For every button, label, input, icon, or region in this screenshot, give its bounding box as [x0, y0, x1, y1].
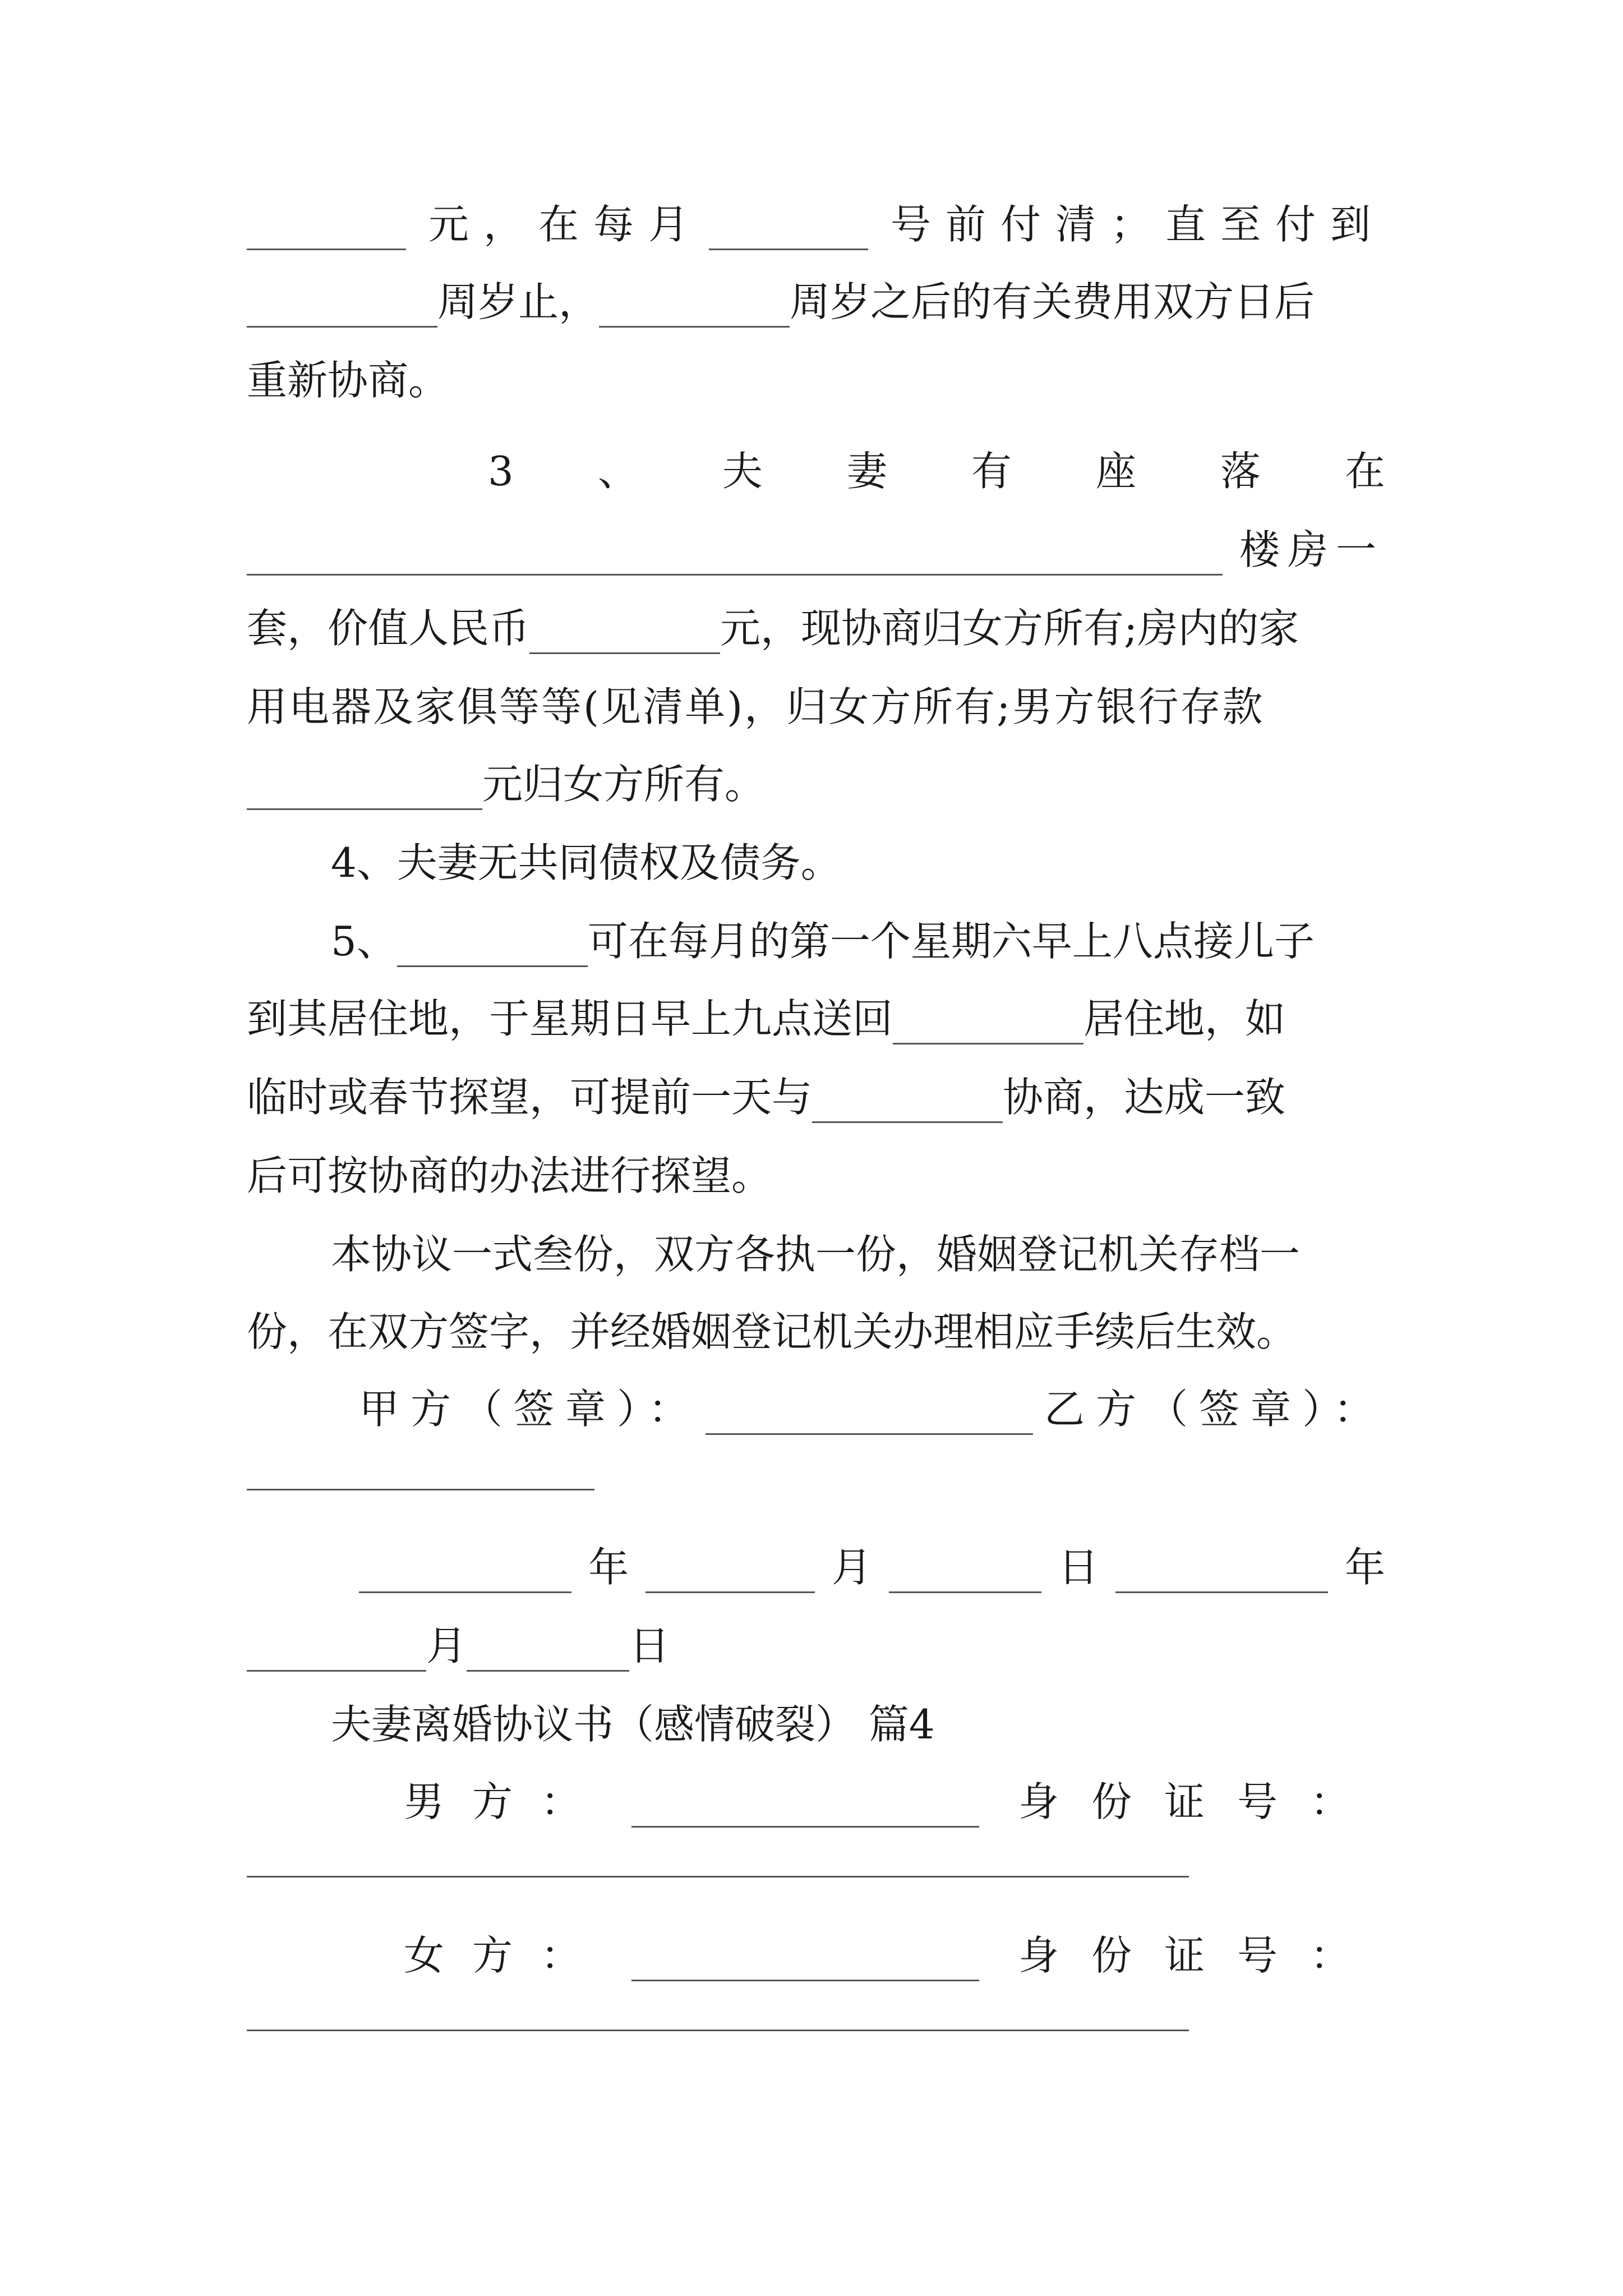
text-segment: 元归女方所有。 — [482, 761, 766, 808]
text-char: 有 — [971, 448, 1012, 495]
text-segment: 后可按协商的办法进行探望。 — [247, 1152, 772, 1199]
party-b-signature-blank[interactable] — [247, 1489, 594, 1490]
appliances-line — [247, 673, 1385, 740]
property-value-line — [247, 595, 1385, 662]
section-title: 夫妻离婚协议书（感情破裂） 篇4 — [331, 1701, 935, 1748]
party-a-signature-label: 甲方（签章）： — [359, 1386, 700, 1433]
residence-blank[interactable] — [893, 996, 1083, 1045]
signature-line — [359, 1375, 1385, 1443]
male-label: 男方： — [404, 1778, 610, 1825]
copies-line-1 — [331, 1221, 1385, 1288]
text-char: 落 — [1220, 448, 1261, 495]
text-segment: 元，在每月 — [428, 201, 703, 248]
text-segment: 周岁止， — [437, 278, 600, 325]
day-blank[interactable] — [889, 1544, 1041, 1593]
day-label: 日 — [1058, 1544, 1099, 1591]
female-id-blank[interactable] — [247, 2030, 1189, 2031]
property-location-line — [247, 516, 1385, 583]
text-char: 夫 — [722, 448, 763, 495]
year-blank[interactable] — [359, 1544, 571, 1593]
location-blank[interactable] — [247, 527, 1223, 576]
text-char: 在 — [1344, 448, 1385, 495]
text-char: 妻 — [846, 448, 887, 495]
month-blank-2[interactable] — [247, 1623, 426, 1672]
male-party-line — [404, 1768, 1385, 1835]
clause-5-line-1 — [331, 908, 1385, 975]
age-blank-2[interactable] — [599, 279, 790, 328]
text-segment: 元，现协商归女方所有;房内的家 — [720, 605, 1299, 652]
text-segment: 4、夫妻无共同债权及债务。 — [331, 839, 841, 886]
text-char: 、 — [597, 448, 638, 495]
clause-5-line-4 — [247, 1142, 1385, 1209]
female-name-blank[interactable] — [631, 1932, 979, 1981]
text-segment: 到其居住地，于星期日早上九点送回 — [247, 995, 893, 1042]
male-name-blank[interactable] — [631, 1779, 979, 1828]
text-segment: 重新协商。 — [247, 357, 449, 404]
negotiate-blank[interactable] — [812, 1074, 1003, 1123]
female-id-label: 身份证号： — [1018, 1932, 1384, 1979]
day-blank-2[interactable] — [467, 1623, 629, 1672]
male-id-label: 身份证号： — [1018, 1778, 1384, 1825]
text-segment: 周岁之后的有关费用双方日后 — [790, 278, 1315, 325]
amount-blank[interactable] — [247, 201, 406, 250]
section-heading — [331, 1691, 1385, 1758]
renegotiate-line — [247, 347, 1385, 414]
clause-4 — [331, 829, 1385, 896]
male-id-blank[interactable] — [247, 1876, 1189, 1878]
clause-5-line-3 — [247, 1064, 1385, 1131]
text-char: 座 — [1095, 448, 1136, 495]
visitor-blank[interactable] — [397, 918, 588, 967]
text-segment: 可在每月的第一个星期六早上八点接儿子 — [587, 918, 1315, 965]
text-segment: 号前付清；直至付到 — [890, 201, 1385, 248]
age-blank[interactable] — [247, 279, 437, 328]
age-line — [247, 268, 1385, 335]
day-label-2: 日 — [629, 1622, 670, 1669]
value-blank[interactable] — [529, 605, 720, 654]
text-segment: 临时或春节探望，可提前一天与 — [247, 1074, 813, 1121]
month-label: 月 — [831, 1544, 872, 1591]
month-blank[interactable] — [645, 1544, 814, 1593]
text-segment: 协商，达成一致 — [1003, 1074, 1286, 1121]
copies-line-2 — [247, 1298, 1385, 1365]
year-blank-2[interactable] — [1115, 1544, 1328, 1593]
text-segment: 套，价值人民币 — [247, 605, 530, 652]
clause-5-line-2 — [247, 985, 1385, 1052]
female-party-line — [404, 1922, 1385, 1989]
year-label: 年 — [588, 1544, 629, 1591]
text-segment: 楼房一 — [1239, 526, 1385, 573]
day-blank[interactable] — [709, 201, 868, 250]
year-label-2: 年 — [1345, 1544, 1386, 1591]
savings-line — [247, 751, 1385, 818]
female-label: 女方： — [404, 1932, 610, 1979]
clause-3-heading — [488, 438, 1385, 505]
date-line-2 — [247, 1612, 1385, 1680]
payment-line — [247, 191, 1385, 258]
party-b-signature-label: 乙方（签章）： — [1044, 1386, 1385, 1433]
savings-blank[interactable] — [247, 761, 482, 810]
text-segment: 居住地，如 — [1083, 995, 1286, 1042]
text-segment: 5、 — [331, 918, 397, 965]
text-segment: 用电器及家俱等等(见清单)，归女方所有;男方银行存款 — [247, 683, 1265, 730]
party-a-signature-blank[interactable] — [706, 1386, 1033, 1435]
date-line — [359, 1534, 1385, 1601]
clause-number: 3 — [488, 448, 514, 495]
text-segment: 份，在双方签字，并经婚姻登记机关办理相应手续后生效。 — [247, 1308, 1297, 1355]
month-label-2: 月 — [426, 1622, 467, 1669]
text-segment: 本协议一式叁份，双方各执一份，婚姻登记机关存档一 — [331, 1231, 1301, 1278]
